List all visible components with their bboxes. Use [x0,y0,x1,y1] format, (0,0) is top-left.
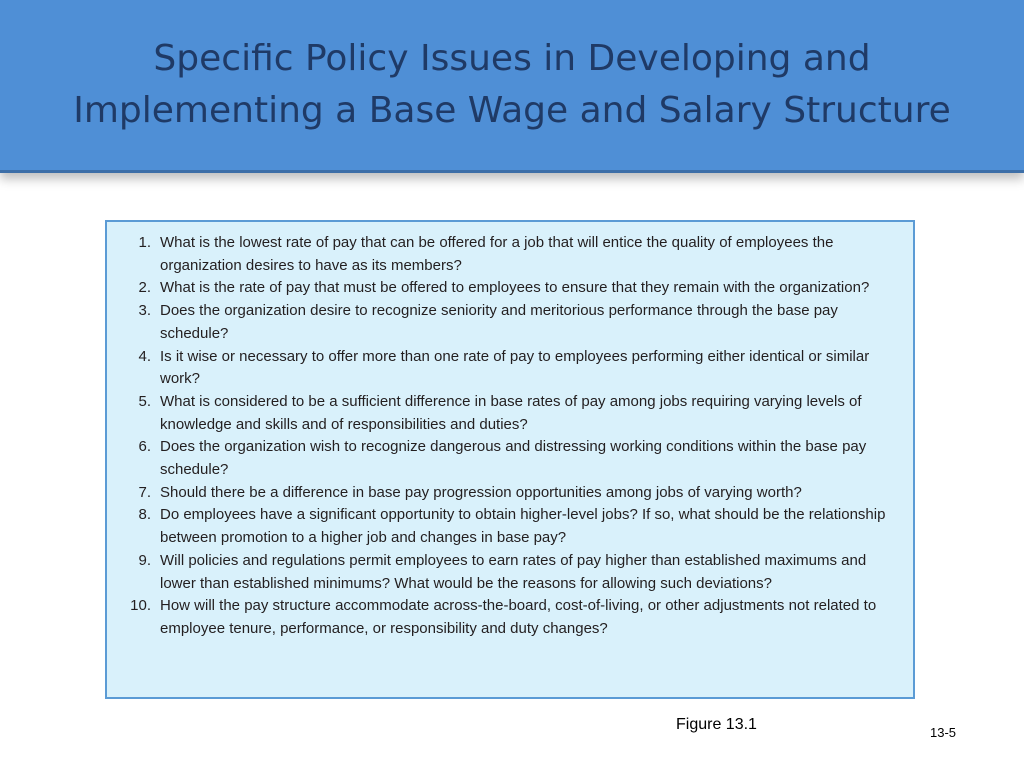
item-number: 4. [138,347,151,365]
list-item [121,482,897,505]
item-text: What is the lowest rate of pay that can be offered for a job that will entice the quality of employees the organization desires to have as its members? [160,234,834,274]
slide-title-line-2: Implementing a Base Wage and Salary Structure [73,90,951,131]
figure-caption: Figure 13.1 [676,716,757,733]
item-number: 6. [138,438,151,456]
list-item [121,277,897,300]
item-number: 8. [138,506,151,524]
item-number: 10. [130,597,151,615]
item-text: Will policies and regulations permit employees to earn rates of pay higher than established maximums and lower than established minimums? What would be the reasons for allowing such deviations? [160,551,867,592]
slide-title-line-1: Specific Policy Issues in Developing and [153,37,871,79]
figure-box [105,220,915,699]
list-item [121,436,897,481]
item-text: Should there be a difference in base pay progression opportunities among jobs of varying worth? [160,483,802,501]
item-text: What is the rate of pay that must be offered to employees to ensure that they remain with the organization? [160,279,870,297]
item-number: 3. [138,302,151,320]
item-number: 9. [138,551,151,569]
list-item [121,346,897,391]
item-text: What is considered to be a sufficient difference in base rates of pay among jobs requiring varying levels of knowledge and skills and of responsibilities and duties? [160,392,862,433]
item-number: 7. [138,483,151,501]
item-number: 1. [138,234,151,251]
item-text: Does the organization wish to recognize dangerous and distressing working conditions within the base pay schedule? [160,438,867,479]
list-item [121,595,897,640]
slide-number: 13-5 [930,725,957,740]
item-number: 2. [138,279,151,297]
list-item [121,504,897,549]
list-item [121,391,897,436]
title-bar [0,0,1024,173]
item-text: Does the organization desire to recognize seniority and meritorious performance through the base pay schedule? [160,302,838,342]
list-item [121,232,897,277]
policy-questions-list [121,232,897,641]
slide-title [32,33,992,137]
item-text: Is it wise or necessary to offer more than one rate of pay to employees performing either identical or similar work? [160,347,870,388]
item-text: How will the pay structure accommodate across-the-board, cost-of-living, or other adjustments not related to employee tenure, performance, or responsibility and duty changes? [160,597,877,637]
item-number: 5. [138,392,151,410]
list-item [121,550,897,595]
item-text: Do employees have a significant opportunity to obtain higher-level jobs? If so, what should be the relationship between promotion to a higher job and changes in base pay? [160,506,886,547]
list-item [121,300,897,345]
